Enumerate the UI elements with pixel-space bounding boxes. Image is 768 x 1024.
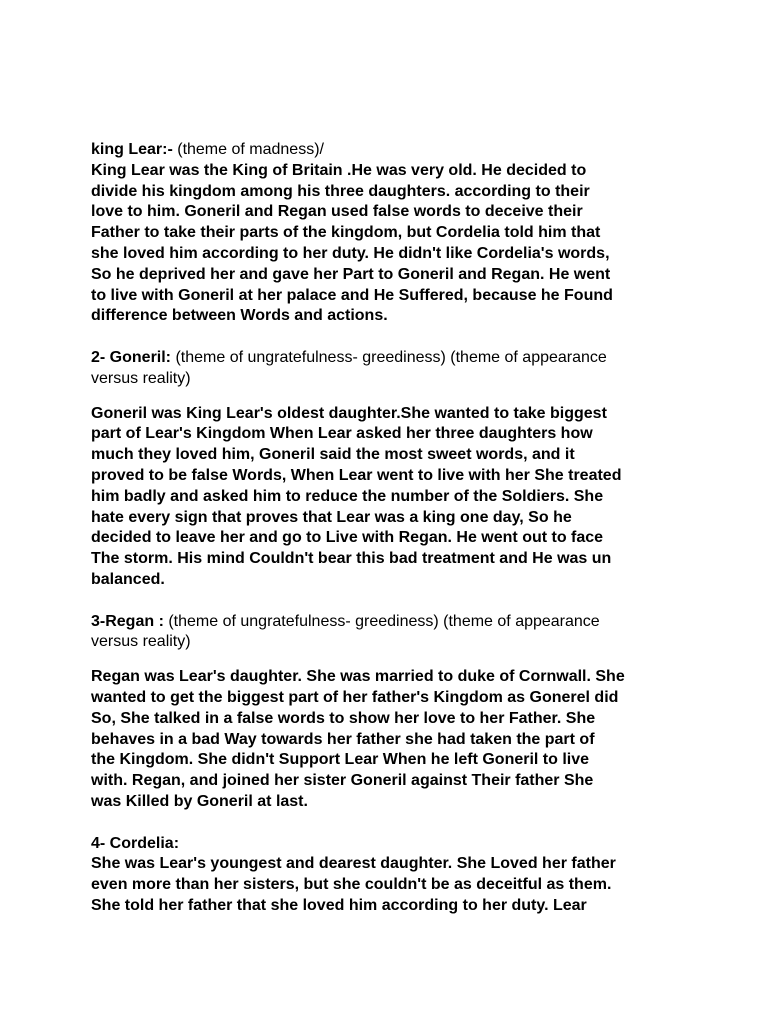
paragraph-line: So he deprived her and gave her Part to Goneril and Regan. He went: [91, 265, 611, 283]
section-heading: 4- Cordelia:: [91, 834, 180, 852]
paragraph-line: divide his kingdom among his three daughters. according to their: [91, 182, 590, 200]
heading-title: 3-Regan :: [91, 612, 169, 630]
section-heading: [91, 612, 691, 633]
paragraph-line: King Lear was the King of Britain .He was very old. He decided to: [91, 161, 587, 179]
paragraph-line: him badly and asked him to reduce the number of the Soldiers. She: [91, 487, 604, 505]
spacer: [91, 591, 691, 612]
heading-theme: (theme of madness)/: [177, 141, 324, 158]
section-regan: [91, 612, 691, 813]
paragraph-line: Regan was Lear's daughter. She was married to duke of Cornwall. She: [91, 668, 625, 686]
heading-theme-continued: versus reality): [91, 369, 191, 387]
paragraph-line: hate every sign that proves that Lear was a king one day, So he: [91, 508, 572, 526]
spacer: [91, 813, 691, 834]
paragraph-line: she loved him according to her duty. He didn't like Cordelia's words,: [91, 244, 610, 262]
paragraph-line: She was Lear's youngest and dearest daughter. She Loved her father: [91, 855, 616, 873]
heading-theme: (theme of ungratefulness- greediness) (theme of appearance: [175, 348, 607, 366]
heading-theme-continued: versus reality): [91, 633, 191, 651]
paragraph-line: decided to leave her and go to Live with Regan. He went out to face: [91, 529, 604, 547]
heading-title: 2- Goneril:: [91, 348, 176, 366]
section-goneril: [91, 348, 691, 591]
section-heading: [91, 140, 691, 161]
paragraph-line: wanted to get the biggest part of her father's Kingdom as Gonerel did: [91, 688, 619, 706]
paragraph-line: with. Regan, and joined her sister Goneril against Their father She: [91, 772, 594, 790]
section-heading: [91, 348, 691, 369]
paragraph-line: She told her father that she loved him according to her duty. Lear: [91, 896, 587, 914]
paragraph-line: So, She talked in a false words to show her love to her Father. She: [91, 709, 596, 727]
spacer: [91, 653, 691, 667]
spacer: [91, 390, 691, 404]
document-page: [91, 140, 691, 917]
paragraph-line: difference between Words and actions.: [91, 307, 388, 325]
heading-theme: (theme of ungratefulness- greediness) (theme of appearance: [168, 612, 600, 630]
section-cordelia: [91, 834, 691, 917]
paragraph-line: love to him. Goneril and Regan used false words to deceive their: [91, 203, 583, 221]
paragraph-line: even more than her sisters, but she couldn't be as deceitful as them.: [91, 876, 612, 894]
paragraph-line: proved to be false Words, When Lear went to live with her She treated: [91, 466, 622, 484]
heading-title: king Lear:-: [91, 141, 178, 158]
paragraph-line: the Kingdom. She didn't Support Lear When he left Goneril to live: [91, 751, 590, 769]
paragraph-line: to live with Goneril at her palace and He Suffered, because he Found: [91, 286, 613, 304]
paragraph-line: Goneril was King Lear's oldest daughter.She wanted to take biggest: [91, 404, 607, 422]
paragraph-line: Father to take their parts of the kingdom, but Cordelia told him that: [91, 224, 601, 242]
paragraph-line: balanced.: [91, 570, 165, 588]
paragraph-line: part of Lear's Kingdom When Lear asked her three daughters how: [91, 425, 593, 443]
paragraph-line: The storm. His mind Couldn't bear this bad treatment and He was un: [91, 550, 612, 568]
paragraph-line: was Killed by Goneril at last.: [91, 792, 308, 810]
spacer: [91, 327, 691, 348]
paragraph-line: behaves in a bad Way towards her father she had taken the part of: [91, 730, 595, 748]
section-king-lear: [91, 140, 691, 327]
paragraph-line: much they loved him, Goneril said the most sweet words, and it: [91, 446, 575, 464]
